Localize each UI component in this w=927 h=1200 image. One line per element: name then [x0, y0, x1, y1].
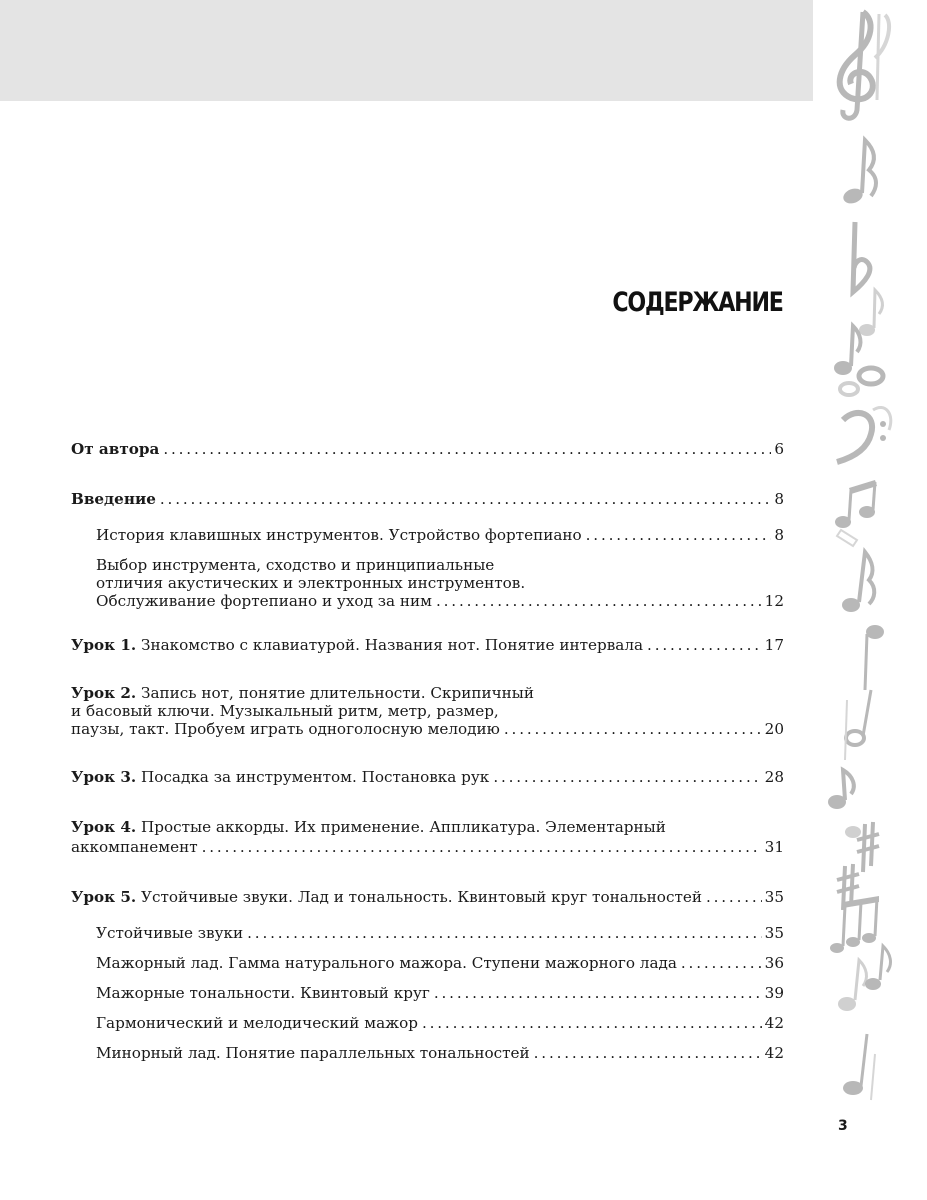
entry-page: 17	[764, 636, 784, 654]
toc-entry-major-keys[interactable]	[71, 982, 784, 1004]
entry-page: 36	[764, 954, 784, 972]
dot-leader	[681, 952, 762, 974]
page-title: СОДЕРЖАНИЕ	[612, 287, 783, 318]
music-note-icon	[843, 1034, 875, 1100]
entry-prefix: Урок 3.	[71, 768, 137, 786]
dot-leader	[493, 766, 761, 788]
entry-label: аккомпанемент	[71, 838, 198, 856]
table-of-contents	[71, 438, 784, 1064]
toc-entry-intro-choice[interactable]	[71, 556, 784, 610]
entry-prefix: Урок 1.	[71, 636, 137, 654]
entry-label: Введение	[71, 490, 156, 508]
dot-leader	[436, 592, 762, 610]
music-note-icon	[834, 290, 882, 375]
entry-page: 6	[774, 440, 784, 458]
toc-entry-intro[interactable]	[71, 488, 784, 510]
entry-page: 20	[764, 720, 784, 738]
toc-entry-intro-history[interactable]	[71, 524, 784, 546]
toc-entry-major-mode[interactable]	[71, 952, 784, 974]
entry-line: Запись нот, понятие длительности. Скрипичный	[141, 684, 534, 702]
entry-page: 35	[764, 924, 784, 942]
bass-clef-icon	[837, 407, 891, 462]
music-ornament-strip	[813, 0, 927, 1200]
entry-page: 35	[764, 888, 784, 906]
toc-entry-minor-mode[interactable]	[71, 1042, 784, 1064]
entry-label: Посадка за инструментом. Постановка рук	[141, 768, 490, 786]
entry-prefix: Урок 2.	[71, 684, 137, 702]
header-band	[0, 0, 813, 101]
entry-line: Простые аккорды. Их применение. Аппликатура. Элементарный	[141, 818, 666, 836]
entry-label: Минорный лад. Понятие параллельных тональностей	[96, 1044, 530, 1062]
toc-entry-from-author[interactable]	[71, 438, 784, 460]
entry-label: История клавишных инструментов. Устройство фортепиано	[96, 526, 582, 544]
music-note-icon	[841, 140, 876, 206]
beamed-notes-icon	[835, 480, 877, 546]
treble-clef-icon	[840, 12, 889, 118]
dot-leader	[434, 982, 762, 1004]
toc-entry-lesson-5[interactable]	[71, 886, 784, 908]
music-note-icon	[845, 625, 884, 760]
dot-leader	[202, 836, 762, 858]
entry-label: Устойчивые звуки. Лад и тональность. Квинтовый круг тональностей	[141, 888, 702, 906]
entry-label: Обслуживание фортепиано и уход за ним	[96, 592, 432, 610]
entry-label: паузы, такт. Пробуем играть одноголосную мелодию	[71, 720, 500, 738]
entry-page: 42	[764, 1014, 784, 1032]
dot-leader	[422, 1012, 762, 1034]
entry-prefix: Урок 5.	[71, 888, 137, 906]
entry-line: и басовый ключи. Музыкальный ритм, метр, размер,	[71, 702, 499, 720]
dot-leader	[586, 524, 772, 546]
entry-page: 12	[764, 592, 784, 610]
toc-entry-stable-sounds[interactable]	[71, 922, 784, 944]
page-number: 3	[838, 1118, 848, 1134]
beamed-notes-icon	[830, 896, 879, 953]
dot-leader	[504, 720, 762, 738]
dot-leader	[647, 634, 762, 656]
entry-page: 8	[774, 526, 784, 544]
dot-leader	[706, 886, 762, 908]
entry-prefix: Урок 4.	[71, 818, 137, 836]
music-note-icon	[838, 946, 890, 1011]
music-note-icon	[828, 770, 861, 838]
music-note-icon	[842, 552, 874, 612]
dot-leader	[247, 922, 762, 944]
dot-leader	[163, 438, 771, 460]
entry-label: От автора	[71, 440, 160, 458]
music-ornament	[813, 0, 927, 1120]
dot-leader	[534, 1042, 762, 1064]
toc-entry-lesson-1[interactable]	[71, 634, 784, 656]
flat-icon	[853, 222, 870, 292]
entry-page: 39	[764, 984, 784, 1002]
entry-label: Мажорный лад. Гамма натурального мажора. Ступени мажорного лада	[96, 954, 677, 972]
entry-page: 28	[764, 768, 784, 786]
toc-entry-harmonic-major[interactable]	[71, 1012, 784, 1034]
entry-page: 8	[774, 490, 784, 508]
toc-entry-lesson-2[interactable]	[71, 684, 784, 738]
entry-label: Гармонический и мелодический мажор	[96, 1014, 418, 1032]
entry-line: отличия акустических и электронных инструментов.	[96, 574, 526, 592]
entry-line: Выбор инструмента, сходство и принципиальные	[96, 556, 495, 574]
toc-entry-lesson-3[interactable]	[71, 766, 784, 788]
entry-label: Устойчивые звуки	[96, 924, 244, 942]
entry-page: 31	[764, 838, 784, 856]
entry-page: 42	[764, 1044, 784, 1062]
toc-entry-lesson-4[interactable]	[71, 818, 784, 858]
entry-label: Мажорные тональности. Квинтовый круг	[96, 984, 430, 1002]
dot-leader	[160, 488, 771, 510]
entry-label: Знакомство с клавиатурой. Названия нот. Понятие интервала	[141, 636, 644, 654]
